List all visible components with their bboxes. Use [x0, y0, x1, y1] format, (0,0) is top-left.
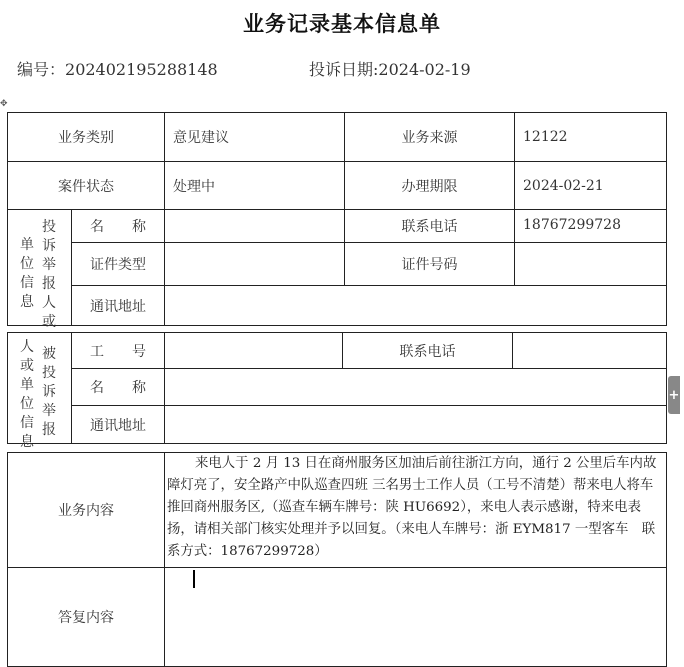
record-number-value: 202402195288148 [65, 60, 218, 79]
complainant-group-label-a: 单位信息 [20, 237, 34, 310]
form-title: 业务记录基本信息单 [243, 12, 441, 36]
deadline-value[interactable]: 2024-02-21 [514, 161, 667, 210]
respondent-group-label-b: 被投诉举报 [42, 346, 56, 438]
respondent-name-value[interactable] [164, 368, 667, 406]
complainant-phone-value[interactable]: 18767299728 [514, 209, 667, 243]
respondent-phone-value[interactable] [512, 332, 667, 369]
table-move-handle-icon[interactable]: ✥ [0, 99, 8, 109]
respondent-group-label-a: 人或单位信息 [20, 339, 34, 450]
complainant-address-label: 通讯地址 [71, 285, 165, 326]
respondent-name-label: 名 称 [71, 368, 165, 406]
side-expand-tab-icon[interactable]: + [668, 376, 680, 414]
case-status-label: 案件状态 [7, 161, 165, 210]
complainant-id-number-value[interactable] [514, 242, 667, 286]
complainant-address-value[interactable] [164, 285, 667, 326]
business-content-text[interactable]: 来电人于 2 月 13 日在商州服务区加油后前往浙江方向，通行 2 公里后车内故障灯亮了，安全路产中队巡查四班 三名男士工作人员（工号不清楚）帮来电人将车推回商州服务区,（巡查车辆车牌号：陕 HU6692），来电人表示感谢，特来电表扬，请相关部门核实处理并予以回复。（来电人车牌号：浙 EYM817 一型客车 联系方式：18767299728） [167, 456, 657, 559]
respondent-address-value[interactable] [164, 405, 667, 444]
complainant-name-value[interactable] [164, 209, 345, 243]
complainant-id-type-value[interactable] [164, 242, 345, 286]
complainant-name-label: 名 称 [71, 209, 165, 243]
record-number-label: 编号： [17, 60, 66, 79]
business-source-label: 业务来源 [344, 112, 515, 162]
respondent-address-label: 通讯地址 [71, 405, 165, 444]
business-type-label: 业务类别 [7, 112, 165, 162]
deadline-label: 办理期限 [344, 161, 515, 210]
case-status-value[interactable]: 处理中 [164, 161, 345, 210]
respondent-work-id-label: 工 号 [71, 332, 165, 369]
text-cursor [193, 570, 195, 588]
business-type-value[interactable]: 意见建议 [164, 112, 345, 162]
complaint-date-value: 2024-02-19 [378, 60, 471, 79]
complaint-date [309, 57, 471, 80]
complainant-id-number-label: 证件号码 [344, 242, 515, 286]
reply-content-value[interactable] [164, 567, 667, 667]
business-content-label: 业务内容 [7, 452, 165, 568]
respondent-phone-label: 联系电话 [342, 332, 513, 369]
complainant-group-label-b: 投诉举报人或 [42, 219, 56, 330]
respondent-work-id-value[interactable] [164, 332, 343, 369]
complaint-date-label: 投诉日期: [309, 60, 379, 79]
business-source-value[interactable]: 12122 [514, 112, 667, 162]
complainant-id-type-label: 证件类型 [71, 242, 165, 286]
reply-content-label: 答复内容 [7, 567, 165, 667]
record-number [9, 57, 218, 80]
complainant-phone-label: 联系电话 [344, 209, 515, 243]
